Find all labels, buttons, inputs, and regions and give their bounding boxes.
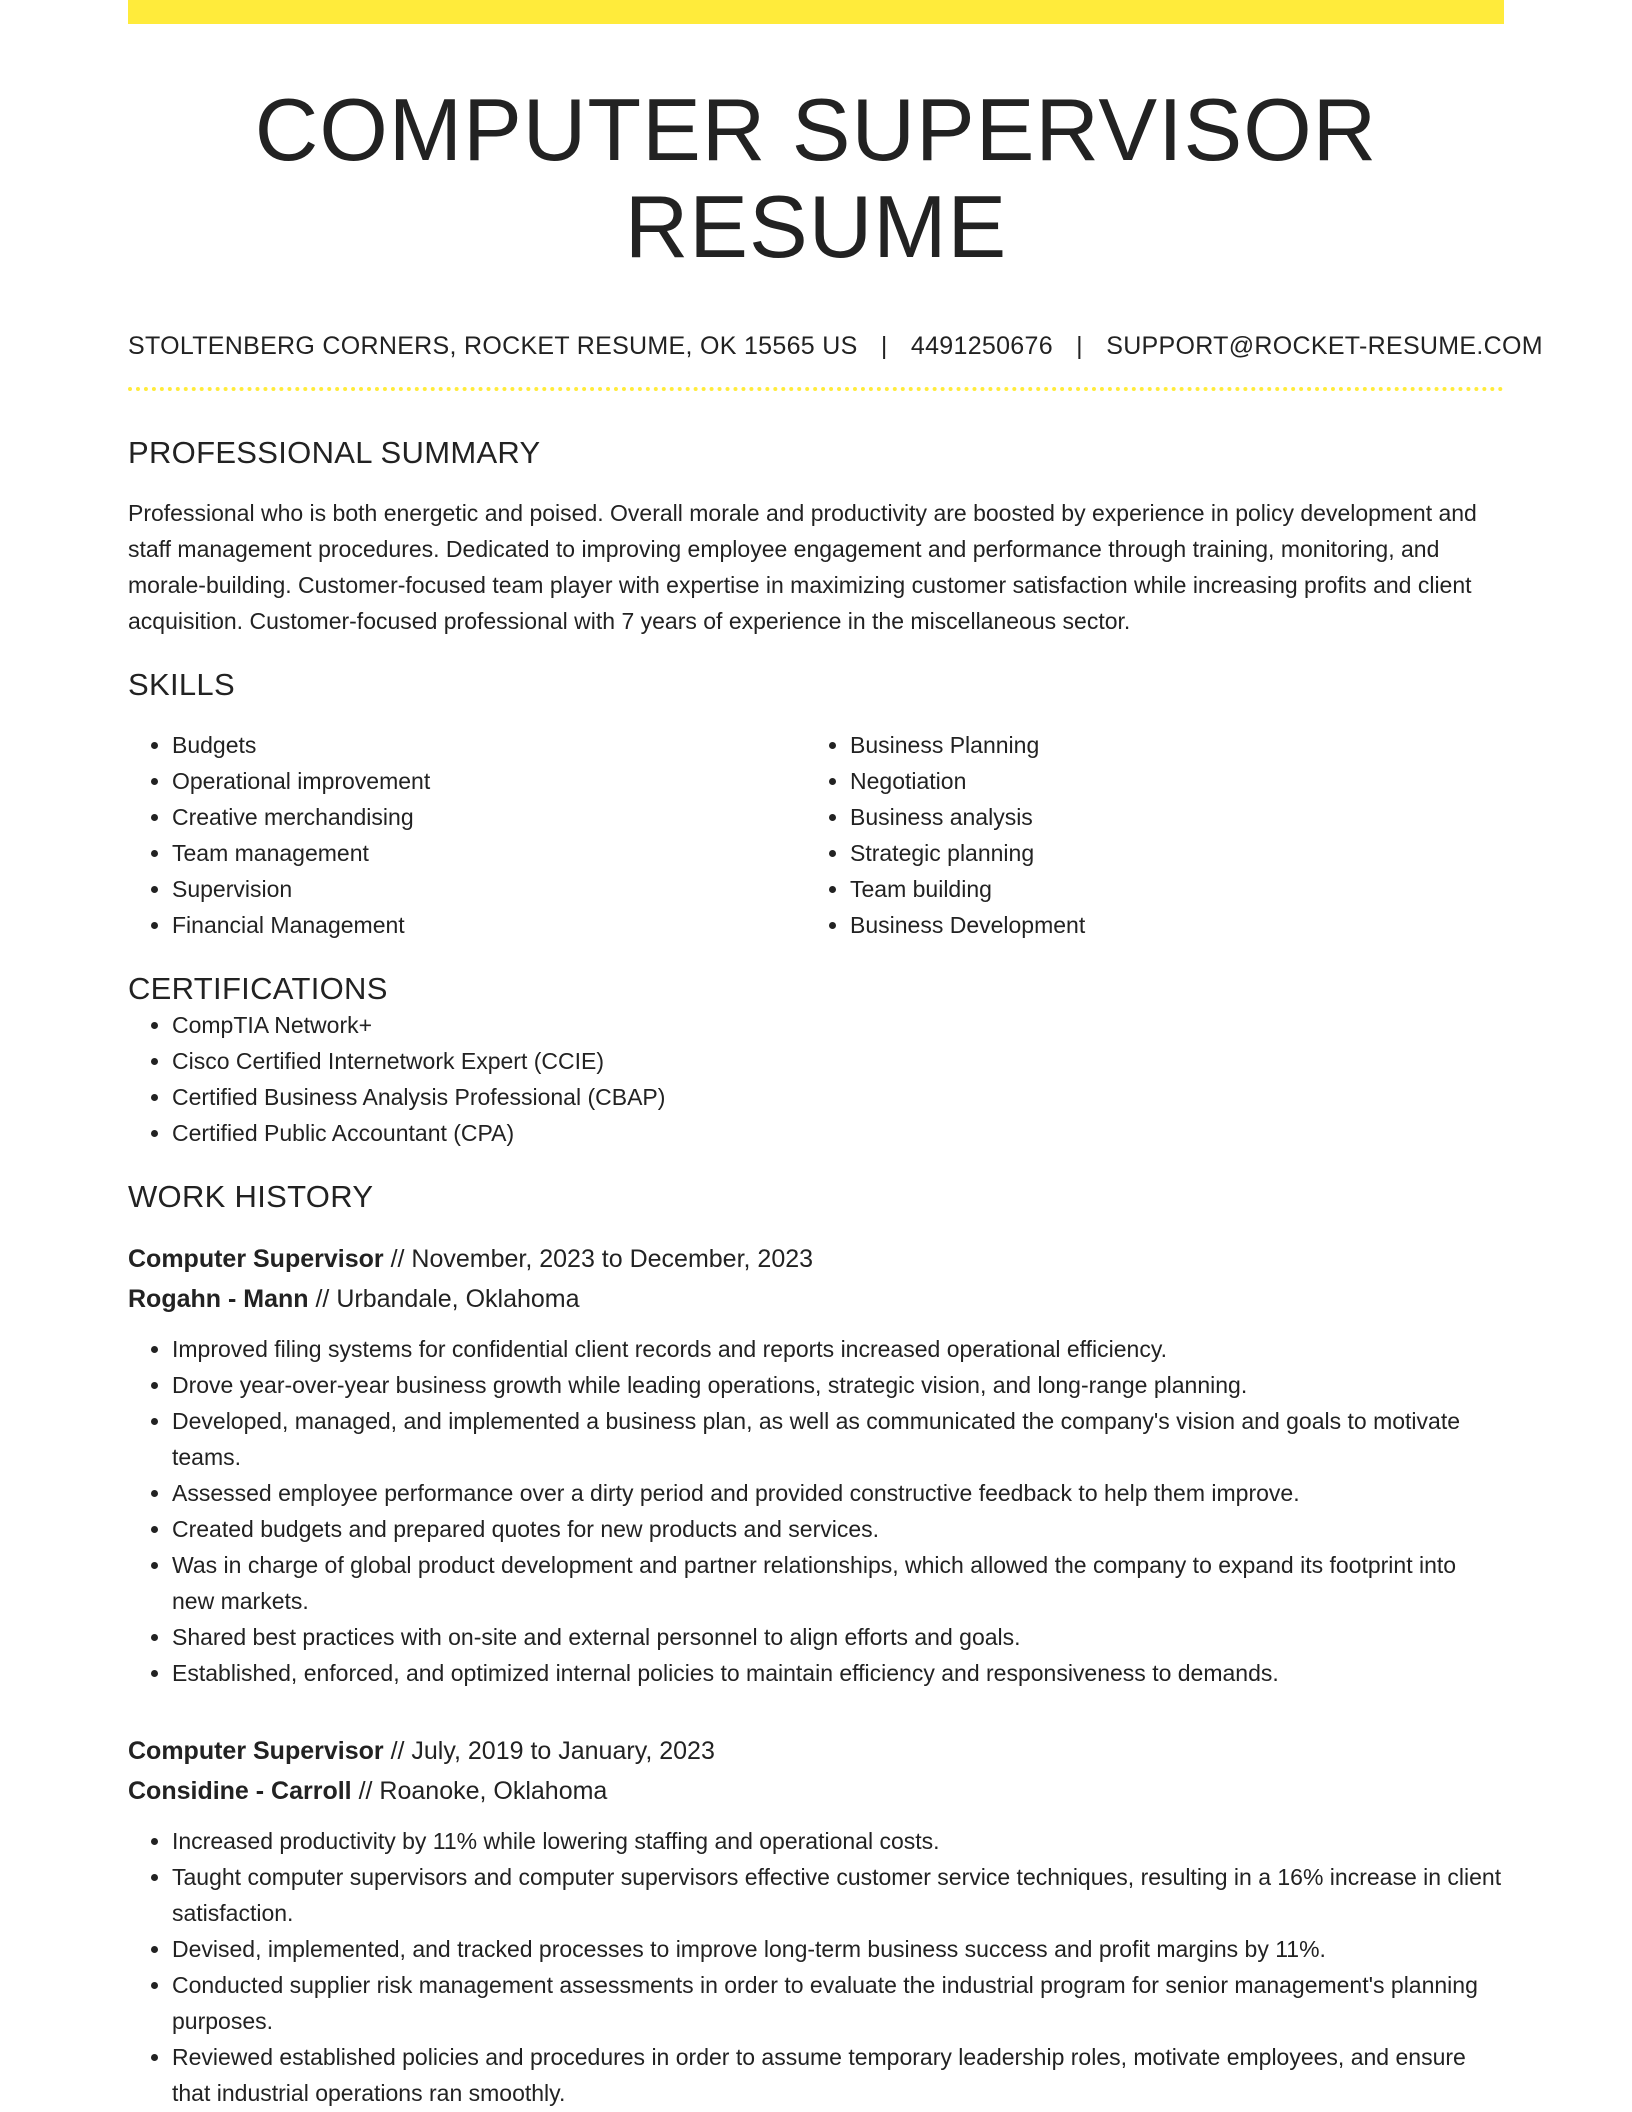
skills-list-left <box>128 727 806 943</box>
resume-title: COMPUTER SUPERVISOR RESUME <box>254 80 1378 276</box>
job-bullet: • Increased productivity by 11% while lowering staffing and operational costs. <box>172 1823 1504 1859</box>
certification-item: • Certified Business Analysis Professional (CBAP) <box>172 1079 1504 1115</box>
skills-heading: SKILLS <box>128 666 235 702</box>
accent-top-bar <box>128 0 1504 24</box>
job-bullet: • Conducted supplier risk management assessments in order to evaluate the industrial program for senior management's planning purposes. <box>172 1967 1504 2039</box>
skill-item: • Team building <box>850 871 1484 907</box>
skill-item: • Supervision <box>172 871 806 907</box>
skills-list-right <box>806 727 1484 943</box>
job-location: // Urbandale, Oklahoma <box>315 1284 580 1313</box>
job-company: Rogahn - Mann <box>128 1284 309 1313</box>
job-bullet: • Developed, managed, and implemented a business plan, as well as communicated the company's vision and goals to motivate teams. <box>172 1403 1504 1475</box>
contact-email: SUPPORT@ROCKET-RESUME.COM <box>1106 331 1543 360</box>
job-bullet: • Shared best practices with on-site and external personnel to align efforts and goals. <box>172 1619 1504 1655</box>
skill-item: • Business Planning <box>850 727 1484 763</box>
summary-text: Professional who is both energetic and poised. Overall morale and productivity are boosted by experience in policy development and staff management procedures. Dedicated to improving employee engagement and performance through training, monitoring, and morale-building. Customer-focused team player with expertise in maximizing customer satisfaction while increasing profits and client acquisition. Customer-focused professional with 7 years of experience in the miscellaneous sector. <box>128 499 1477 634</box>
contact-address: STOLTENBERG CORNERS, ROCKET RESUME, OK 15565 US <box>128 331 858 360</box>
job-company-line <box>128 1279 1504 1319</box>
job-dates: // November, 2023 to December, 2023 <box>390 1244 814 1273</box>
job-dates: // July, 2019 to January, 2023 <box>390 1736 715 1765</box>
work-history-heading: WORK HISTORY <box>128 1178 374 1214</box>
skill-item: • Strategic planning <box>850 835 1484 871</box>
job-location: // Roanoke, Oklahoma <box>358 1776 608 1805</box>
job-bullet: • Was in charge of global product development and partner relationships, which allowed the company to expand its footprint into new markets. <box>172 1547 1504 1619</box>
skill-item: • Business analysis <box>850 799 1484 835</box>
job-bullet: • Devised, implemented, and tracked processes to improve long-term business success and profit margins by 11%. <box>172 1931 1504 1967</box>
job-bullet: • Assessed employee performance over a dirty period and provided constructive feedback to help them improve. <box>172 1475 1504 1511</box>
job-bullets <box>128 1331 1504 1691</box>
skill-item: • Financial Management <box>172 907 806 943</box>
contact-phone: 4491250676 <box>910 331 1053 360</box>
skill-item: • Budgets <box>172 727 806 763</box>
header-divider <box>128 387 1504 391</box>
job-title-line <box>128 1239 1504 1279</box>
certifications-heading: CERTIFICATIONS <box>128 970 388 1006</box>
skill-item: • Operational improvement <box>172 763 806 799</box>
job-bullet: • Reviewed established policies and procedures in order to assume temporary leadership roles, motivate employees, and ensure that industrial operations ran smoothly. <box>172 2039 1504 2111</box>
skill-item: • Business Development <box>850 907 1484 943</box>
skill-item: • Negotiation <box>850 763 1484 799</box>
certification-item: • Cisco Certified Internetwork Expert (CCIE) <box>172 1043 1504 1079</box>
job-company-line <box>128 1771 1504 1811</box>
resume-content <box>128 24 1543 2111</box>
job-company: Considine - Carroll <box>128 1776 352 1805</box>
job-entry <box>128 1731 1504 2111</box>
job-bullet: • Improved filing systems for confidential client records and reports increased operational efficiency. <box>172 1331 1504 1367</box>
contact-separator: | <box>1076 331 1083 360</box>
contact-separator: | <box>880 331 888 360</box>
skill-item: • Creative merchandising <box>172 799 806 835</box>
job-title: Computer Supervisor <box>128 1736 384 1765</box>
skills-columns <box>128 727 1504 943</box>
job-title-line <box>128 1731 1504 1771</box>
job-bullet: • Established, enforced, and optimized internal policies to maintain efficiency and responsiveness to demands. <box>172 1655 1504 1691</box>
job-bullet: • Drove year-over-year business growth while leading operations, strategic vision, and long-range planning. <box>172 1367 1504 1403</box>
job-entry <box>128 1239 1504 1691</box>
contact-line <box>128 331 1543 361</box>
certifications-list <box>128 1007 1504 1151</box>
job-title: Computer Supervisor <box>128 1244 384 1273</box>
job-bullets <box>128 1823 1504 2111</box>
job-bullet: • Taught computer supervisors and computer supervisors effective customer service techniques, resulting in a 16% increase in client satisfaction. <box>172 1859 1504 1931</box>
certification-item: • CompTIA Network+ <box>172 1007 1504 1043</box>
summary-heading: PROFESSIONAL SUMMARY <box>128 434 541 470</box>
job-bullet: • Created budgets and prepared quotes for new products and services. <box>172 1511 1504 1547</box>
skill-item: • Team management <box>172 835 806 871</box>
certification-item: • Certified Public Accountant (CPA) <box>172 1115 1504 1151</box>
